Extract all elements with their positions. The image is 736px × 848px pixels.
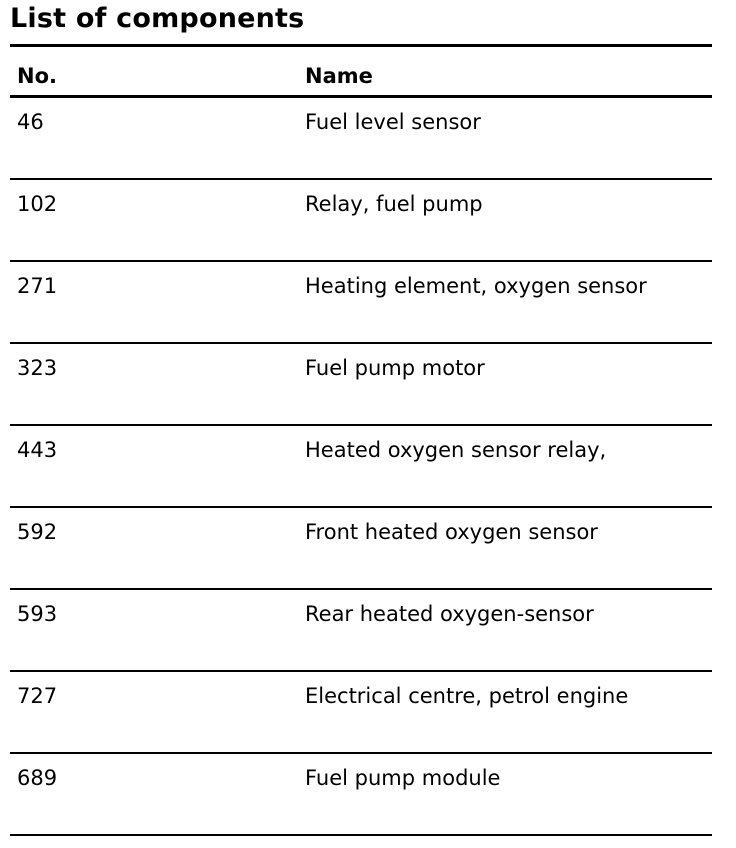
cell-no: 443	[17, 438, 58, 462]
table-row	[10, 754, 712, 836]
cell-no: 271	[17, 274, 58, 298]
cell-no: 592	[17, 520, 58, 544]
cell-name: Fuel level sensor	[305, 110, 481, 134]
cell-no: 689	[17, 766, 58, 790]
table-header	[10, 47, 712, 98]
cell-name: Front heated oxygen sensor	[305, 520, 598, 544]
cell-no: 593	[17, 602, 58, 626]
table-row	[10, 590, 712, 672]
table-row	[10, 262, 712, 344]
table-row	[10, 344, 712, 426]
components-table	[10, 44, 712, 836]
cell-name: Rear heated oxygen-sensor	[305, 602, 594, 626]
cell-name: Electrical centre, petrol engine	[305, 684, 629, 708]
cell-no: 102	[17, 192, 58, 216]
column-header-name: Name	[305, 64, 373, 88]
page-title: List of components	[10, 3, 305, 34]
cell-name: Fuel pump module	[305, 766, 501, 790]
column-header-no: No.	[17, 64, 57, 88]
cell-name: Heated oxygen sensor relay,	[305, 438, 607, 462]
cell-no: 727	[17, 684, 58, 708]
table-row	[10, 672, 712, 754]
cell-no: 46	[17, 110, 44, 134]
table-row	[10, 98, 712, 180]
cell-name: Relay, fuel pump	[305, 192, 483, 216]
table-row	[10, 508, 712, 590]
table-row	[10, 426, 712, 508]
cell-no: 323	[17, 356, 58, 380]
cell-name: Heating element, oxygen sensor	[305, 274, 647, 298]
cell-name: Fuel pump motor	[305, 356, 485, 380]
table-row	[10, 180, 712, 262]
